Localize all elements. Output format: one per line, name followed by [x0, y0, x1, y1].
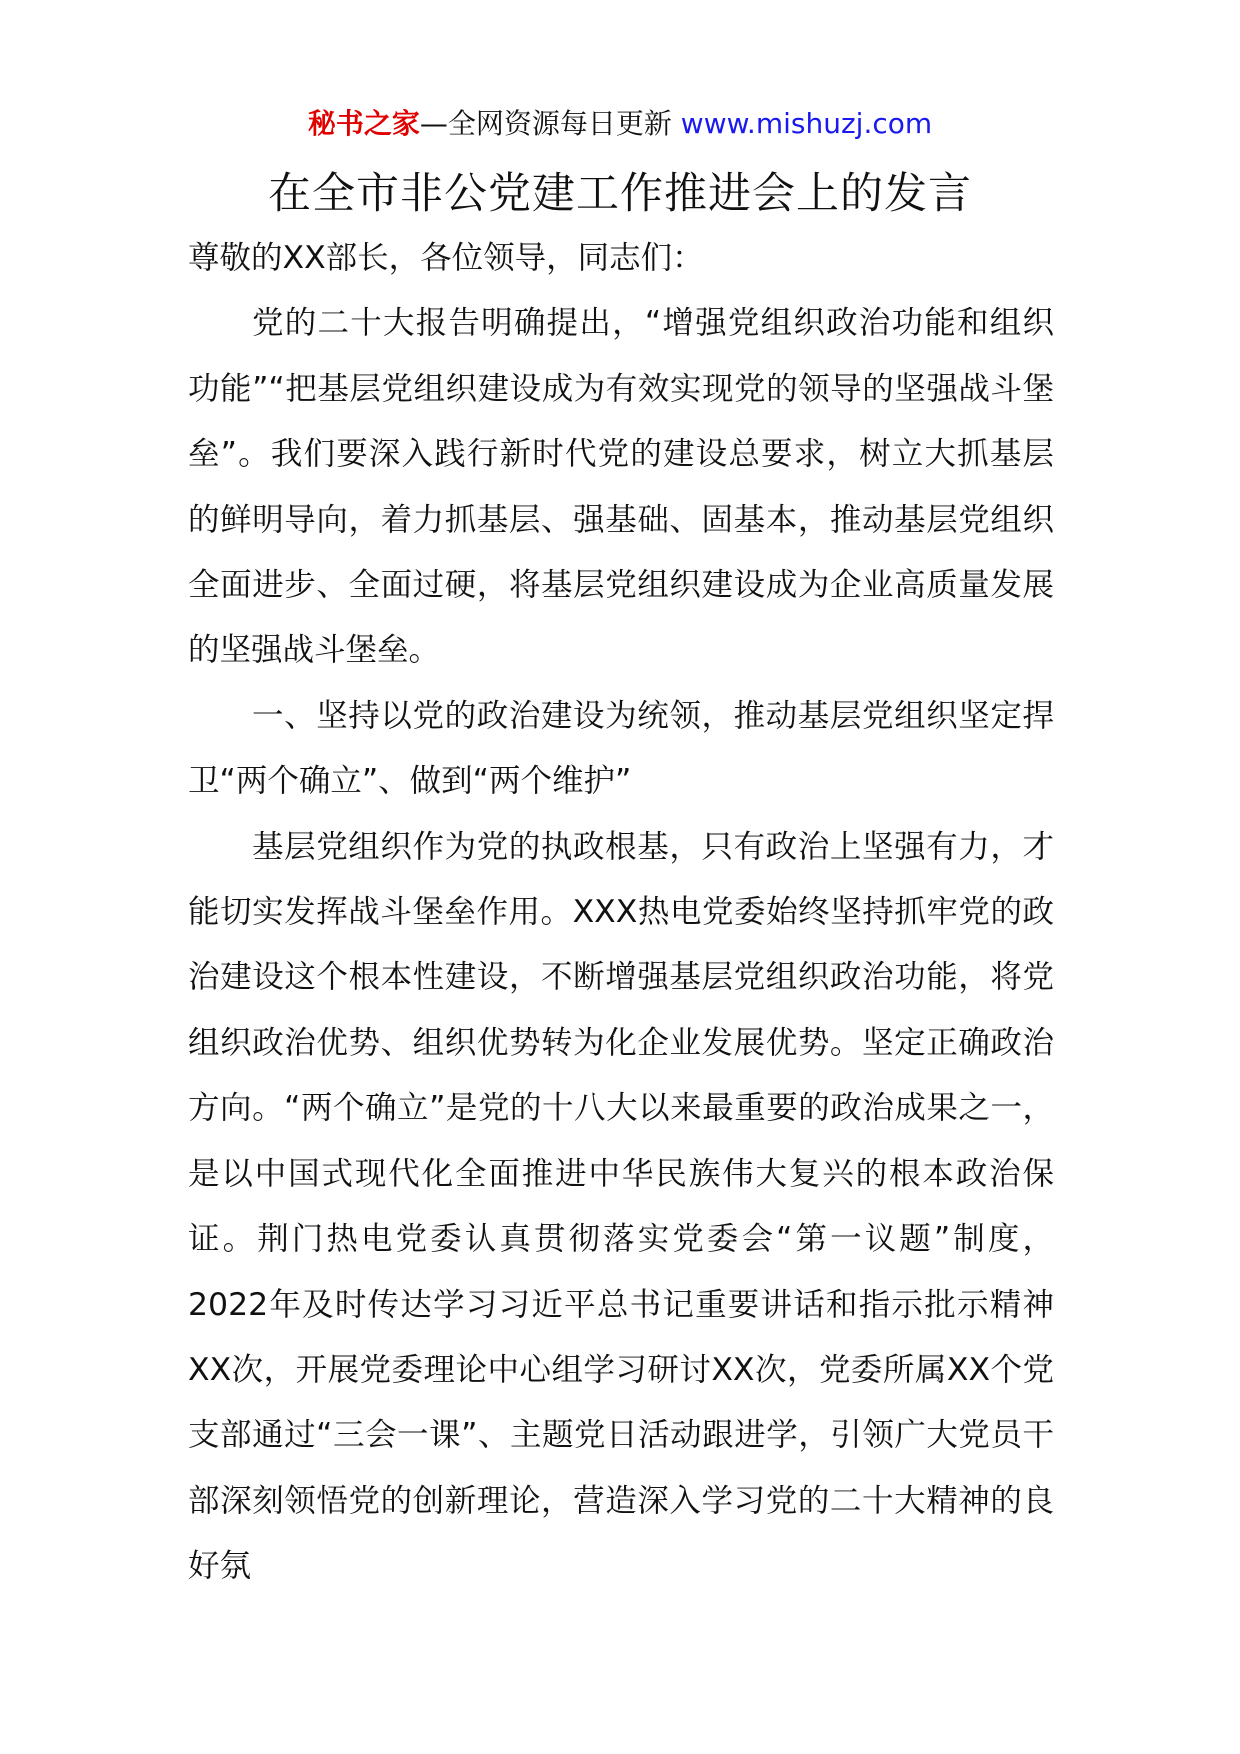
section-heading-1: 一、坚持以党的政治建设为统领，推动基层党组织坚定捍卫“两个确立”、做到“两个维护”	[188, 697, 1054, 800]
paragraph-intro: 党的二十大报告明确提出，“增强党组织政治功能和组织功能”“把基层党组织建设成为有效实现党的领导的坚强战斗堡垒”。我们要深入践行新时代党的建设总要求，树立大抓基层的鲜明导向，着力抓基层、强基础、固基本，推动基层党组织全面进步、全面过硬，将基层党组织建设成为企业高质量发展的坚强战斗堡垒。	[188, 305, 1054, 669]
paragraph-section-1: 基层党组织作为党的执政根基，只有政治上坚强有力，才能切实发挥战斗堡垒作用。XXX热电党委始终坚持抓牢党的政治建设这个根本性建设，不断增强基层党组织政治功能，将党组织政治优势、组织优势转为化企业发展优势。坚定正确政治方向。“两个确立”是党的十八大以来最重要的政治成果之一，是以中国式现代化全面推进中华民族伟大复兴的根本政治保证。荆门热电党委认真贯彻落实党委会“第一议题”制度，2022年及时传达学习习近平总书记重要讲话和指示批示精神XX次，开展党委理论中心组学习研讨XX次，党委所属XX个党支部通过“三会一课”、主题党日活动跟进学，引领广大党员干部深刻领悟党的创新理论，营造深入学习党的二十大精神的良好氛	[188, 828, 1054, 1585]
site-url-link[interactable]: www.mishuzj.com	[680, 107, 933, 140]
document-body	[188, 226, 1054, 1600]
site-header	[0, 102, 1240, 146]
site-slogan: —全网资源每日更新	[419, 107, 672, 140]
document-title: 在全市非公党建工作推进会上的发言	[268, 169, 972, 219]
salutation: 尊敬的XX部长，各位领导，同志们：	[188, 240, 704, 276]
site-brand: 秘书之家	[307, 107, 420, 140]
